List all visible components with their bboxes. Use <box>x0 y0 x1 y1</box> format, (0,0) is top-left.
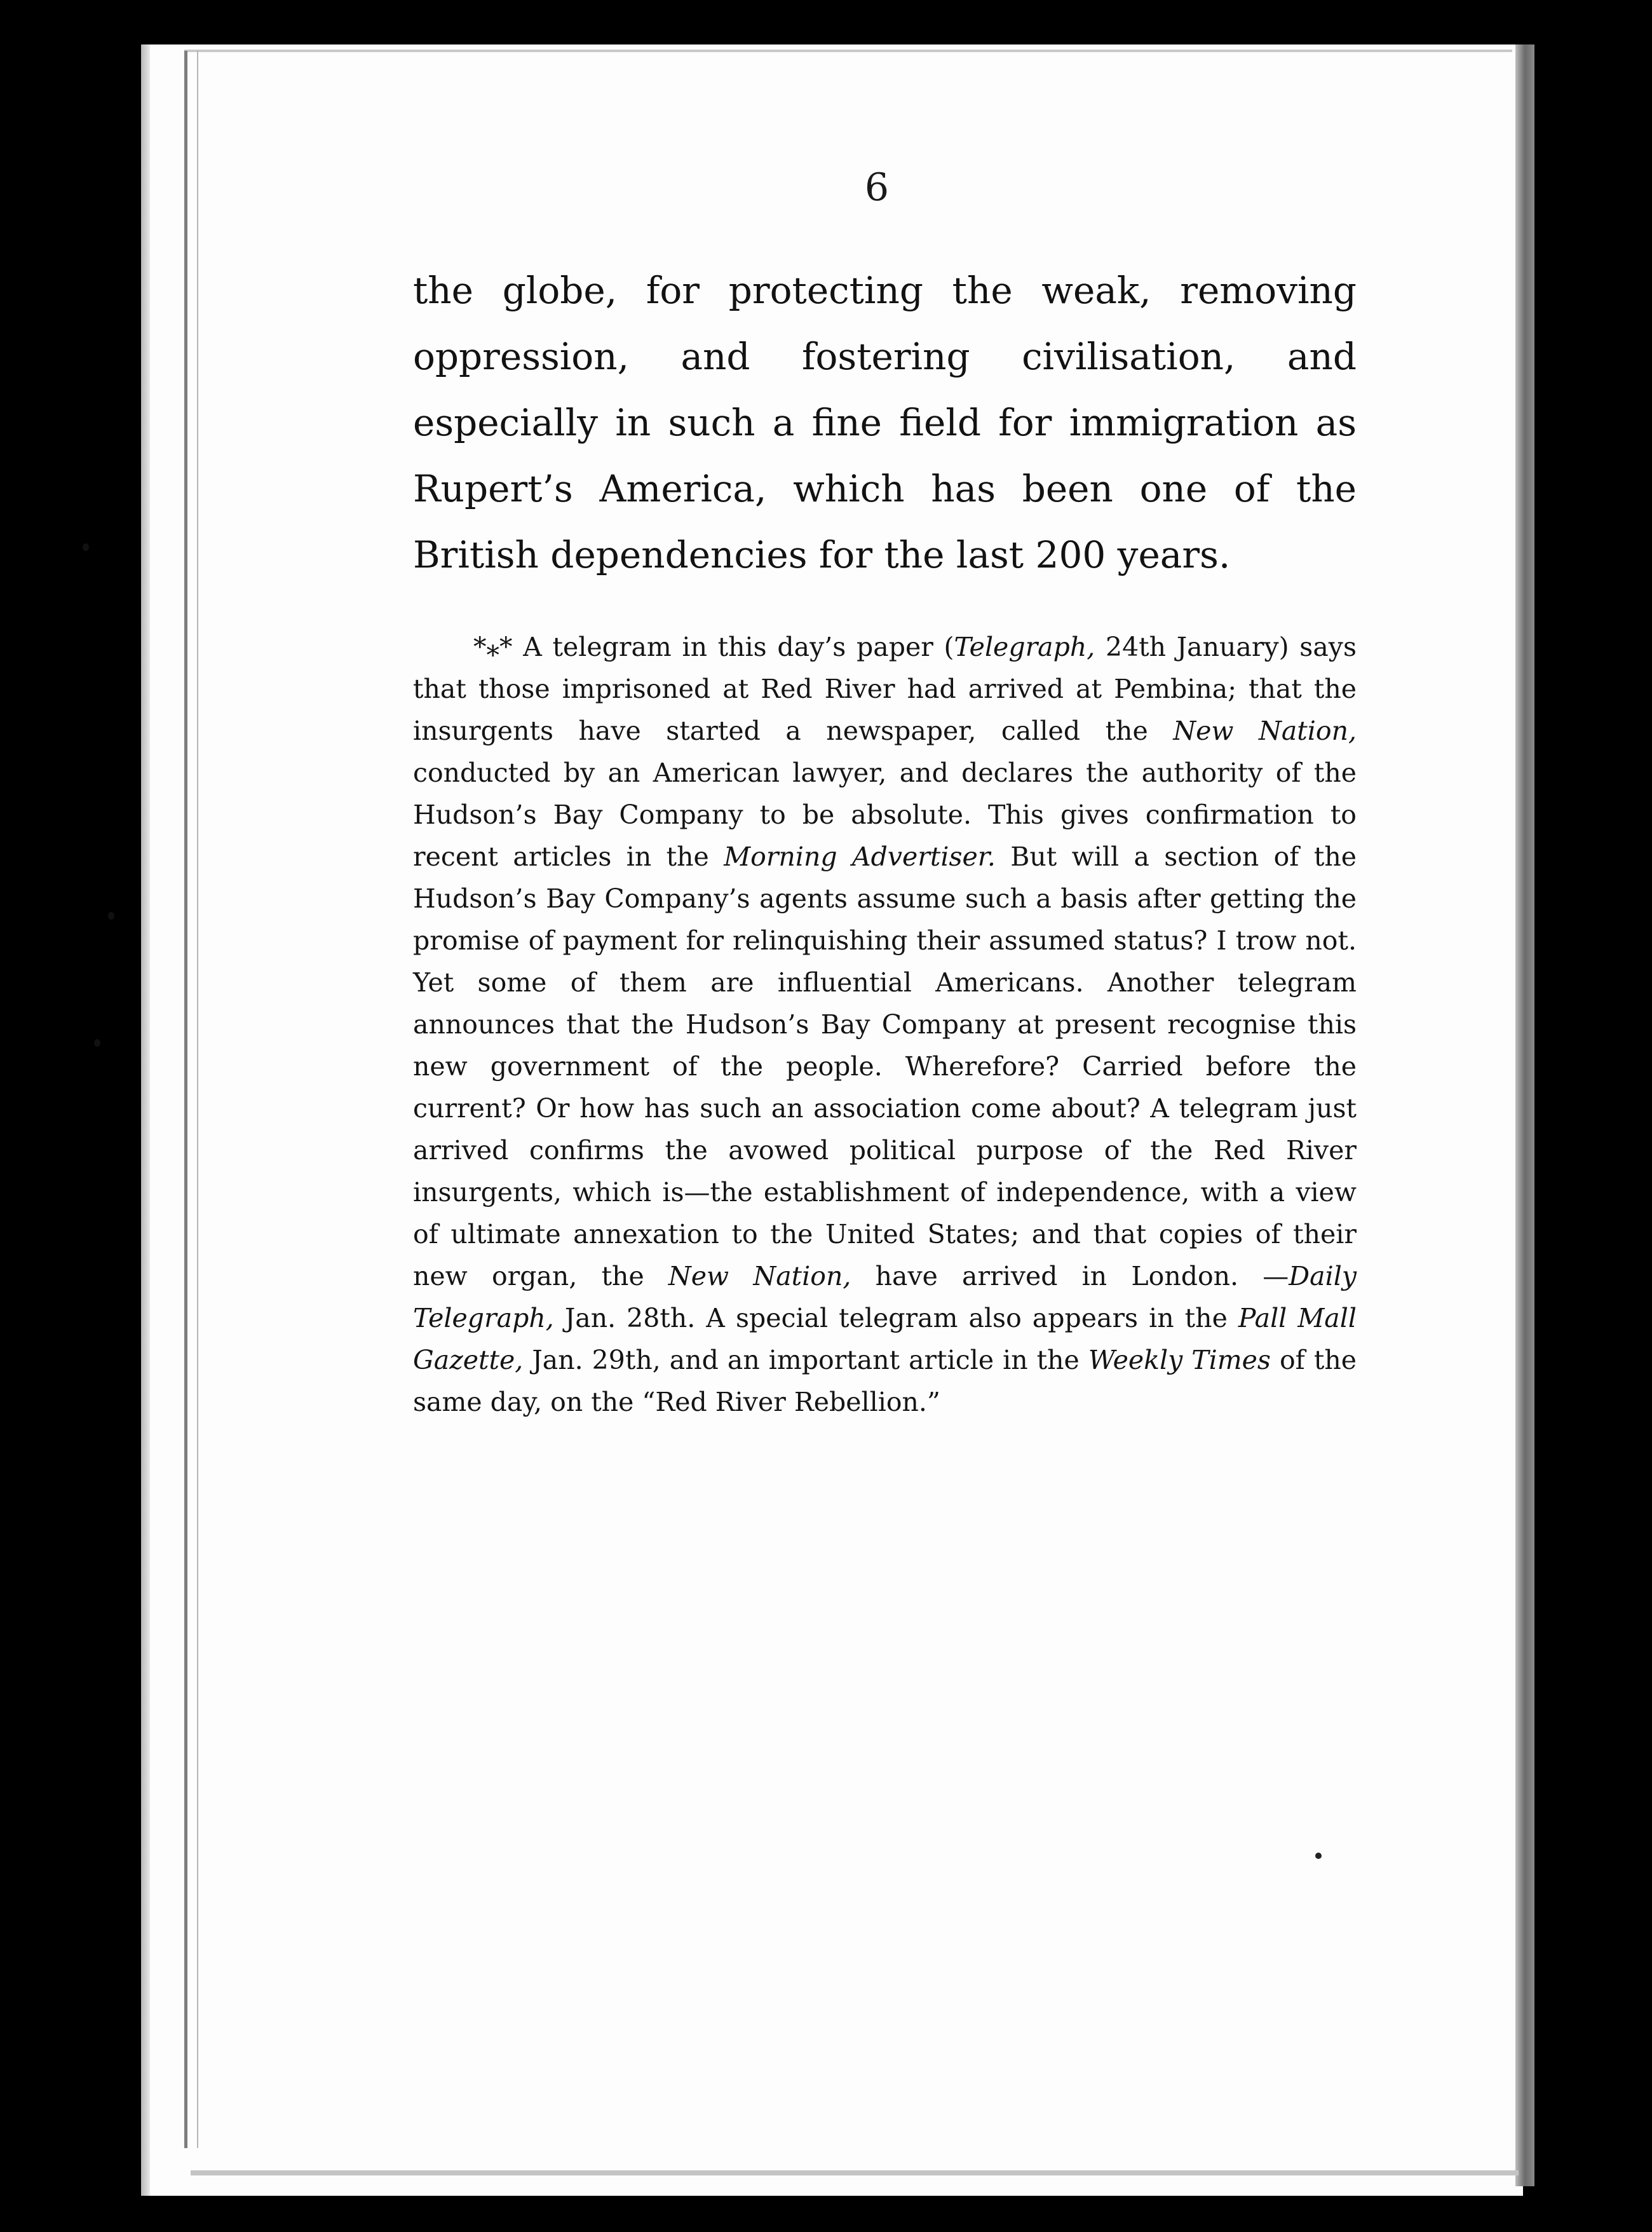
note-italic: Morning Advertiser. <box>724 841 996 872</box>
note-italic: Pall Mall Gazette, <box>413 1303 1357 1375</box>
note-italic: Daily Telegraph, <box>413 1261 1357 1333</box>
page-shadow <box>141 44 150 2196</box>
footnote-paragraph <box>413 626 1357 1423</box>
gutter-line <box>184 51 187 2148</box>
scan-speck <box>83 543 89 551</box>
page-number: 6 <box>864 165 890 210</box>
note-italic: Weekly Times <box>1088 1345 1271 1375</box>
note-italic: New Nation, <box>1173 716 1357 746</box>
note-text: Jan. 29th, and an important article in the <box>523 1345 1088 1375</box>
note-text: of the same day, on the “Red River Rebellion.” <box>413 1345 1357 1417</box>
note-text: But will a section of the Hudson’s Bay Company’s agents assume such a basis after getting the promise of payment for relinquishing their assumed status? I trow not. Yet some of them are influential Americans. Another telegram announces that the Hudson’s Bay Company at present recognise this new government of the people. Wherefore? Carried before the current? Or how has such an association come about? A telegram just arrived confirms the avowed political purpose of the Red River insurgents, which is—the establishment of independence, with a view of ultimate annexation to the United States; and that copies of their new organ, the <box>413 841 1357 1291</box>
page-edge-right <box>1515 44 1534 2186</box>
scan-speck <box>108 912 114 920</box>
note-text: A telegram in this day’s paper ( <box>523 632 954 662</box>
page-bottom-edge <box>191 2170 1519 2175</box>
gutter-line-secondary <box>197 51 198 2148</box>
note-text: 24th January) says that those imprisoned at Red River had arrived at Pembina; that the insurgents have started a newspaper, called the <box>413 632 1357 746</box>
note-text: conducted by an American lawyer, and declares the authority of the Hudson’s Bay Company to be absolute. This gives confirmation to recent articles in the <box>413 758 1357 872</box>
note-italic: New Nation, <box>668 1261 851 1291</box>
page-top-edge <box>184 50 1512 52</box>
note-text: Jan. 28th. A special telegram also appears in the <box>553 1303 1238 1333</box>
scan-dot <box>1315 1853 1322 1859</box>
note-italic: Telegraph, <box>954 632 1095 662</box>
scan-speck <box>94 1039 100 1047</box>
note-marker: *⁎* <box>473 632 513 662</box>
note-text: have arrived in London. — <box>851 1261 1289 1291</box>
main-paragraph: the globe, for protecting the weak, removing oppression, and fostering civilisation, and especially in such a fine field for immigration as Rupert’s America, which has been one of the British dependencies for the last 200 years. <box>413 269 1357 576</box>
